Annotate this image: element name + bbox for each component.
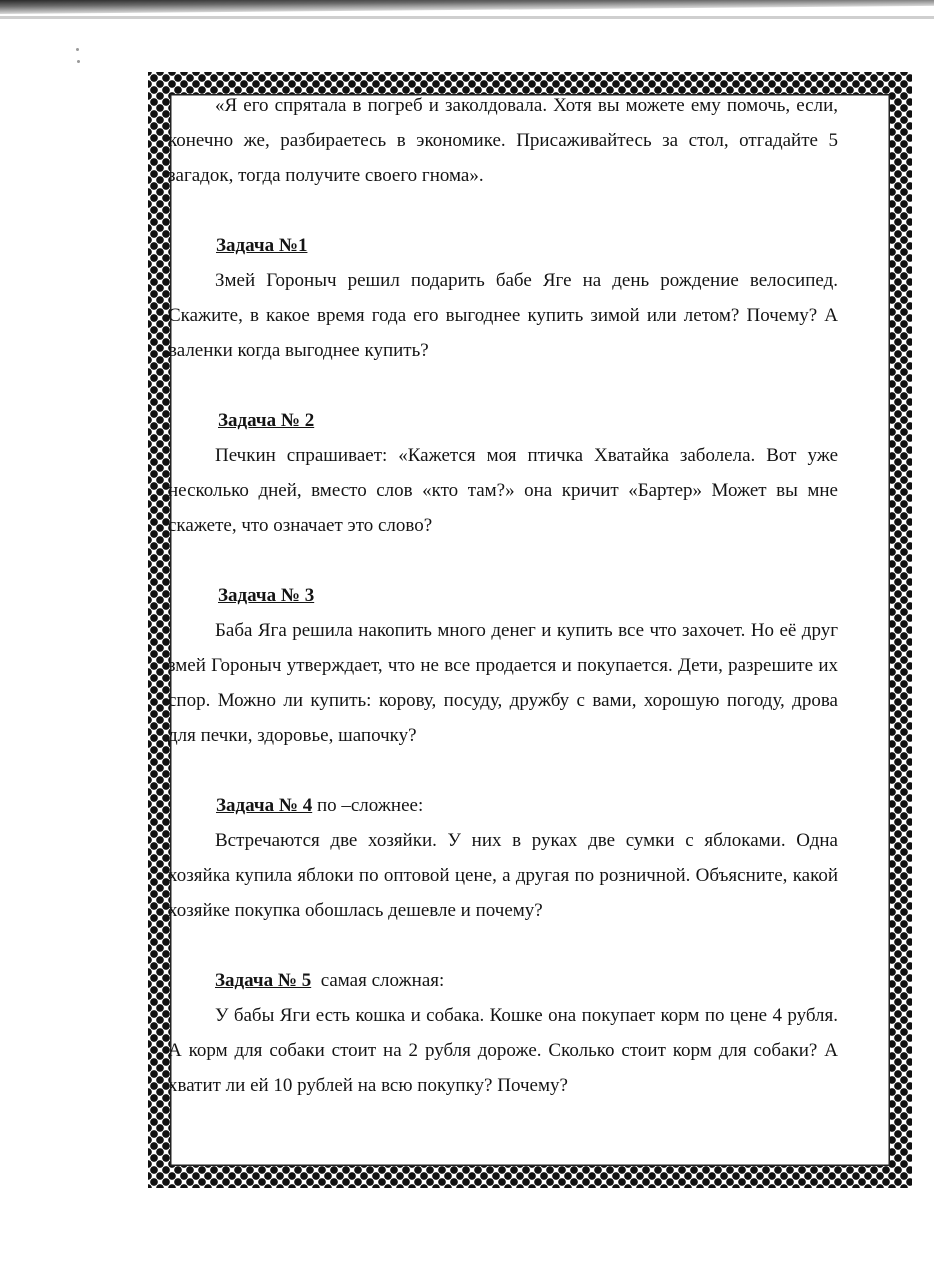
task-3-heading: Задача № 3: [218, 585, 315, 606]
task-1-heading: Задача №1: [216, 235, 308, 256]
task-4-heading: Задача № 4 по –сложнее:: [216, 795, 424, 816]
task-2-heading: Задача № 2: [218, 410, 315, 431]
task-1-text: Змей Гороныч решил подарить бабе Яге на день рождение велосипед. Скажите, в какое время года его выгоднее купить зимой или летом? Почему? А валенки когда выгоднее купить?: [168, 270, 838, 361]
document-body: [168, 88, 838, 1103]
task-2-text: Печкин спрашивает: «Кажется моя птичка Хватайка заболела. Вот уже несколько дней, вместо слов «кто там?» она кричит «Бартер» Может вы мне скажете, что означает это слово?: [168, 445, 838, 536]
task-5-text: У бабы Яги есть кошка и собака. Кошке она покупает корм по цене 4 рубля. А корм для собаки стоит на 2 рубля дороже. Сколько стоит корм для собаки? А хватит ли ей 10 рублей на всю покупку? Почему?: [168, 1005, 838, 1096]
task-5-heading: Задача № 5 самая сложная:: [215, 970, 445, 991]
scan-speck: [76, 48, 79, 51]
scan-speck: [77, 60, 80, 63]
scanner-edge: [0, 0, 934, 14]
task-3-text: Баба Яга решила накопить много денег и купить все что захочет. Но её друг змей Гороныч утверждает, что не все продается и покупается. Дети, разрешите их спор. Можно ли купить: корову, посуду, дружбу с вами, хорошую погоду, дрова для печки, здоровье, шапочку?: [168, 620, 838, 746]
scanner-line: [0, 16, 934, 19]
task-4-text: Встречаются две хозяйки. У них в руках две сумки с яблоками. Одна хозяйка купила яблоки по оптовой цене, а другая по розничной. Объясните, какой хозяйке покупка обошлась дешевле и почему?: [168, 830, 838, 921]
intro-paragraph: «Я его спрятала в погреб и заколдовала. Хотя вы можете ему помочь, если, конечно же, разбираетесь в экономике. Присаживайтесь за стол, отгадайте 5 загадок, тогда получите своего гнома».: [168, 95, 838, 186]
